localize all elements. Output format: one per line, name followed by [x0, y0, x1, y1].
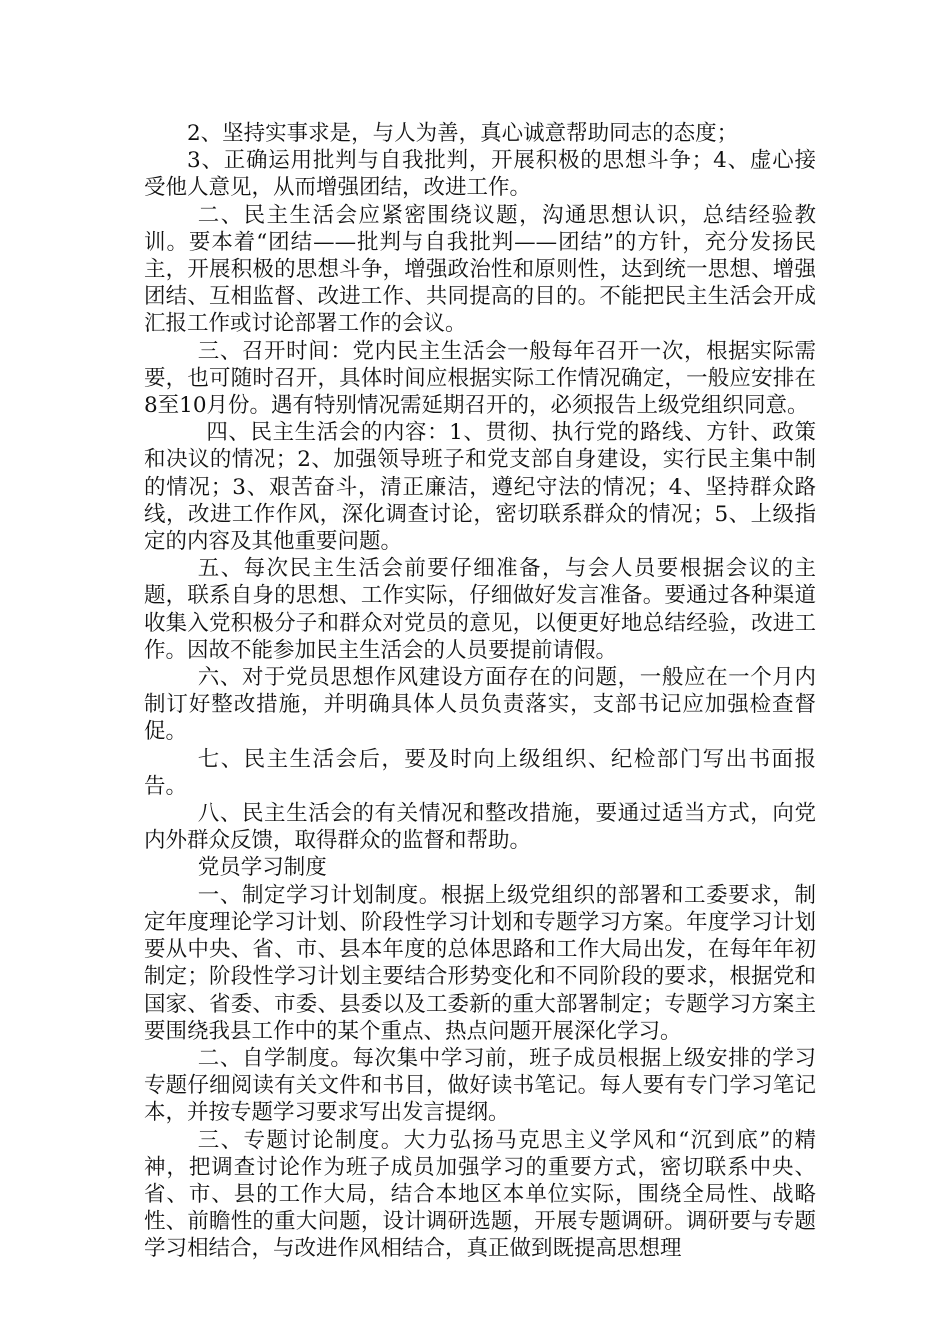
section-title-study-system: 党员学习制度 [197, 855, 327, 881]
paragraph-criticism: 3、正确运用批判与自我批判，开展积极的思想斗争；4、虚心接受他人意见，从而增强团结，改进工作。 [144, 148, 816, 201]
paragraph-study-plan: 一、制定学习计划制度。根据上级党组织的部署和工委要求，制定年度理论学习计划、阶段性学习计划和专题学习方案。年度学习计划要从中央、省、市、县本年度的总体思路和工作大局出发，在每年年初制定；阶段性学习计划主要结合形势变化和不同阶段的要求，根据党和国家、省委、市委、县委以及工委新的重大部署制定；专题学习方案主要围绕我县工作中的某个重点、热点问题开展深化学习。 [144, 882, 816, 1044]
paragraph-section-5: 五、每次民主生活会前要仔细准备，与会人员要根据会议的主题，联系自身的思想、工作实际，仔细做好发言准备。要通过各种渠道收集入党积极分子和群众对党员的意见，以便更好地总结经验，改进工作。因故不能参加民主生活会的人员要提前请假。 [144, 556, 816, 663]
paragraph-topic-discussion: 三、专题讨论制度。大力弘扬马克思主义学风和“沉到底”的精神，把调查讨论作为班子成员加强学习的重要方式，密切联系中央、省、市、县的工作大局，结合本地区本单位实际，围绕全局性、战略性、前瞻性的重大问题，设计调研选题，开展专题调研。调研要与专题学习相结合，与改进作风相结合，真正做到既提高思想理 [144, 1127, 816, 1262]
paragraph-section-2: 二、民主生活会应紧密围绕议题，沟通思想认识，总结经验教训。要本着“团结——批判与自我批判——团结”的方针，充分发扬民主，开展积极的思想斗争，增强政治性和原则性，达到统一思想、增强团结、互相监督、改进工作、共同提高的目的。不能把民主生活会开成汇报工作或讨论部署工作的会议。 [144, 202, 816, 337]
document-page [144, 120, 816, 1263]
paragraph-section-7: 七、民主生活会后，要及时向上级组织、纪检部门写出书面报告。 [144, 746, 816, 799]
paragraph-section-6: 六、对于党员思想作风建设方面存在的问题，一般应在一个月内制订好整改措施，并明确具体人员负责落实，支部书记应加强检查督促。 [144, 665, 816, 745]
paragraph-self-study: 二、自学制度。每次集中学习前，班子成员根据上级安排的学习专题仔细阅读有关文件和书目，做好读书笔记。每人要有专门学习笔记本，并按专题学习要求写出发言提纲。 [144, 1045, 816, 1126]
paragraph-attitude: 2、坚持实事求是，与人为善，真心诚意帮助同志的态度； [187, 121, 739, 146]
paragraph-section-4: 四、民主生活会的内容：1、贯彻、执行党的路线、方针、政策和决议的情况；2、加强领导班子和党支部自身建设，实行民主集中制的情况；3、艰苦奋斗，清正廉洁，遵纪守法的情况；4、坚持群众路线，改进工作作风，深化调查讨论，密切联系群众的情况；5、上级指定的内容及其他重要问题。 [144, 420, 816, 555]
paragraph-section-8: 八、民主生活会的有关情况和整改措施，要通过适当方式，向党内外群众反馈，取得群众的监督和帮助。 [144, 801, 816, 854]
paragraph-section-3: 三、召开时间：党内民主生活会一般每年召开一次，根据实际需要，也可随时召开，具体时间应根据实际工作情况确定，一般应安排在8至10月份。遇有特别情况需延期召开的，必须报告上级党组织同意。 [144, 338, 816, 419]
